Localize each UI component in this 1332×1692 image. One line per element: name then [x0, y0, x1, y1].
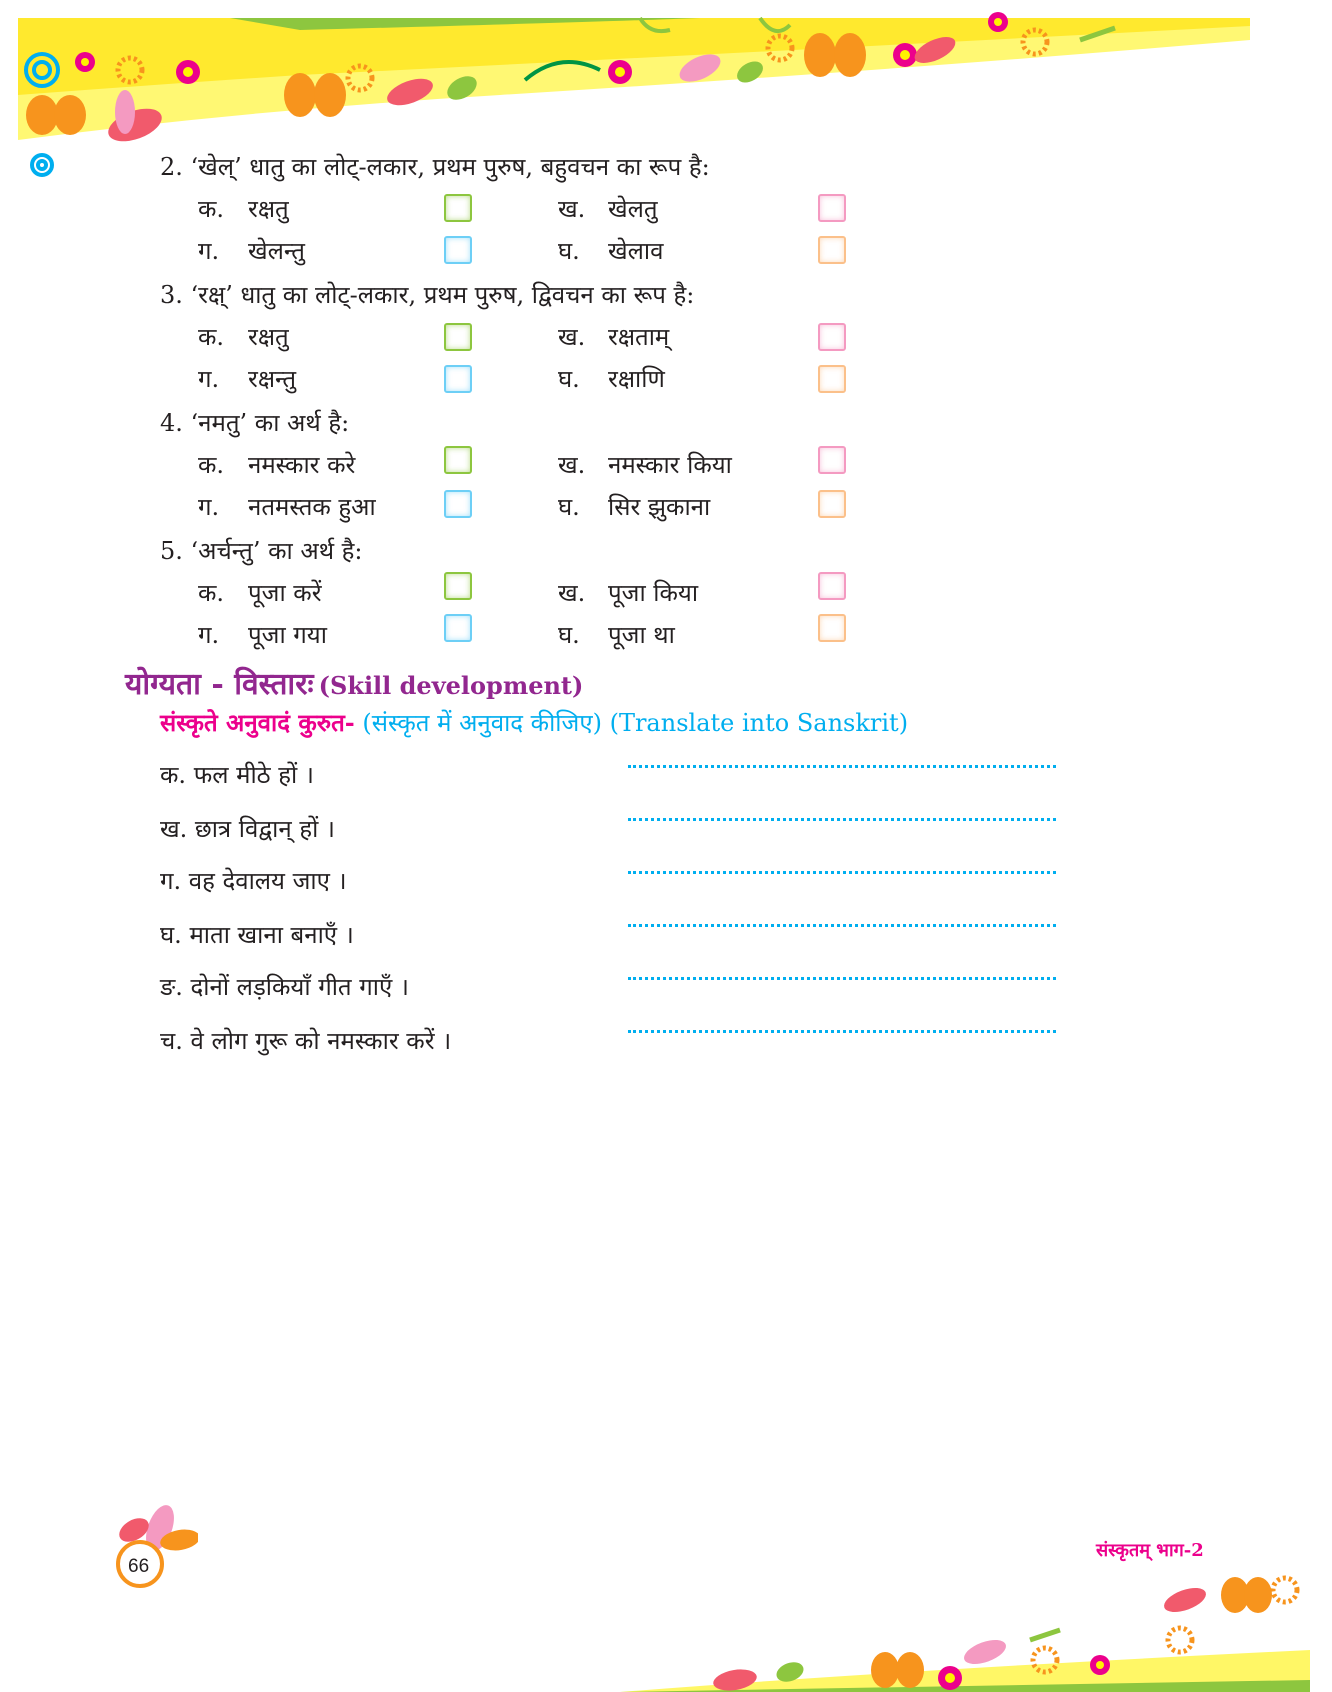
- option-kha: ख. रक्षताम्: [558, 323, 670, 351]
- answer-checkbox[interactable]: [818, 323, 846, 351]
- answer-checkbox[interactable]: [444, 365, 472, 393]
- answer-line[interactable]: [628, 818, 1056, 821]
- answer-line[interactable]: [628, 871, 1056, 874]
- option-ga: ग. खेलन्तु: [198, 237, 305, 265]
- page-number: 66: [128, 1556, 150, 1577]
- option-ga: ग. रक्षन्तु: [198, 365, 297, 393]
- answer-line[interactable]: [628, 924, 1056, 927]
- question-text: 2. ‘खेल्’ धातु का लोट्-लकार, प्रथम पुरुष, बहुवचन का रूप है:: [160, 153, 710, 181]
- option-ka: क. रक्षतु: [198, 195, 289, 223]
- option-gha: घ. पूजा था: [558, 621, 675, 649]
- question-text: 3. ‘रक्ष्’ धातु का लोट्-लकार, प्रथम पुरुष, द्विवचन का रूप है:: [160, 281, 695, 309]
- option-gha: घ. खेलाव: [558, 237, 664, 265]
- option-kha: ख. पूजा किया: [558, 579, 699, 607]
- translation-item: घ. माता खाना बनाएँ ।: [160, 921, 354, 949]
- translation-item: ख. छात्र विद्वान् हों ।: [160, 815, 336, 843]
- option-ka: क. पूजा करें: [198, 579, 322, 607]
- translation-item: च. वे लोग गुरू को नमस्कार करें ।: [160, 1027, 452, 1055]
- answer-checkbox[interactable]: [818, 236, 846, 264]
- option-ga: ग. पूजा गया: [198, 621, 327, 649]
- answer-checkbox[interactable]: [818, 365, 846, 393]
- option-ka: क. नमस्कार करे: [198, 451, 356, 479]
- option-ga: ग. नतमस्तक हुआ: [198, 493, 376, 521]
- question-text: 5. ‘अर्चन्तु’ का अर्थ है:: [160, 537, 363, 565]
- translation-item: ङ. दोनों लड़कियाँ गीत गाएँ ।: [160, 973, 409, 1001]
- answer-checkbox[interactable]: [444, 194, 472, 222]
- answer-checkbox[interactable]: [444, 572, 472, 600]
- answer-checkbox[interactable]: [818, 446, 846, 474]
- translation-item: क. फल मीठे हों ।: [160, 761, 314, 789]
- answer-checkbox[interactable]: [818, 194, 846, 222]
- option-ka: क. रक्षतु: [198, 323, 289, 351]
- answer-checkbox[interactable]: [444, 614, 472, 642]
- option-kha: ख. नमस्कार किया: [558, 451, 732, 479]
- answer-checkbox[interactable]: [444, 490, 472, 518]
- option-kha: ख. खेलतु: [558, 195, 658, 223]
- option-gha: घ. रक्षाणि: [558, 365, 665, 393]
- answer-checkbox[interactable]: [818, 572, 846, 600]
- option-gha: घ. सिर झुकाना: [558, 493, 711, 521]
- translation-item: ग. वह देवालय जाए ।: [160, 867, 347, 895]
- question-text: 4. ‘नमतु’ का अर्थ है:: [160, 409, 350, 437]
- instruction-text: संस्कृते अनुवादं कुरुत- (संस्कृत में अनुवाद कीजिए) (Translate into Sanskrit): [160, 708, 909, 737]
- answer-line[interactable]: [628, 1030, 1056, 1033]
- bottom-floral-banner: [0, 1540, 1332, 1692]
- answer-checkbox[interactable]: [818, 490, 846, 518]
- book-title: संस्कृतम् भाग-2: [1096, 1540, 1204, 1561]
- answer-checkbox[interactable]: [444, 236, 472, 264]
- section-heading: योग्यता - विस्तारः (Skill development): [125, 667, 584, 702]
- answer-line[interactable]: [628, 765, 1056, 768]
- answer-checkbox[interactable]: [444, 323, 472, 351]
- answer-checkbox[interactable]: [444, 446, 472, 474]
- answer-checkbox[interactable]: [818, 614, 846, 642]
- answer-line[interactable]: [628, 977, 1056, 980]
